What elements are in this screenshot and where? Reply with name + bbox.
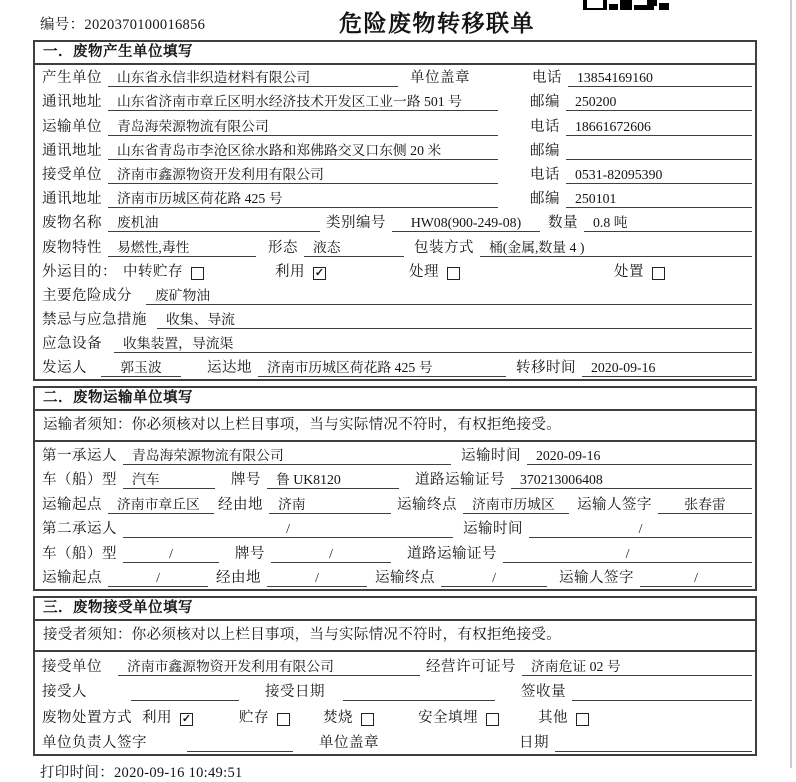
checkbox-field	[614, 260, 665, 281]
section-note: 接受者须知：你必须核对以上栏目事项，当与实际情况不符时，有权拒绝接受。	[35, 621, 755, 652]
field-label: 签收量	[521, 684, 566, 701]
field-label: 运输起点	[42, 496, 102, 513]
field-label: 接受单位	[42, 658, 102, 675]
field-label: 运输起点	[42, 570, 102, 587]
field-label: 通讯地址	[42, 94, 102, 111]
blank-field	[131, 684, 239, 701]
field-value: 济南	[269, 493, 391, 514]
field-label: 第一承运人	[42, 447, 117, 464]
field-label: 运输终点	[397, 496, 457, 513]
field-value: HW08(900-249-08)	[392, 215, 540, 232]
checkbox-empty-icon	[361, 713, 374, 726]
section-receiver-title: 三．废物接受单位填写	[35, 598, 755, 621]
checkbox-empty-icon	[652, 267, 665, 280]
field-value: 济南市章丘区	[108, 493, 214, 514]
form-row	[35, 210, 755, 234]
field-value: 张春雷	[658, 493, 752, 514]
section-receiver	[33, 596, 757, 756]
field-label: 日期	[519, 735, 549, 751]
blank-field	[555, 735, 752, 752]
checkbox-field	[239, 706, 290, 727]
field-label: 电话	[532, 70, 562, 87]
field-value: 收集装置，导流渠	[114, 332, 752, 353]
form-row	[35, 467, 755, 492]
checkbox-empty-icon	[447, 267, 460, 280]
qr-finder-fragment	[583, 0, 607, 10]
field-value: 山东省青岛市李沧区徐水路和郑佛路交叉口东侧 20 米	[108, 139, 498, 160]
field-value: 青岛海荣源物流有限公司	[108, 115, 498, 136]
blank-field	[572, 684, 752, 701]
field-label: 邮编	[530, 142, 560, 159]
form-row	[35, 703, 755, 728]
blank-field	[343, 684, 495, 701]
field-value: 山东省济南市章丘区明水经济技术开发区工业一路 501 号	[108, 90, 498, 111]
form-row	[35, 234, 755, 258]
form-row	[35, 307, 755, 331]
checkbox-empty-icon	[576, 713, 589, 726]
field-label: 运输时间	[463, 521, 523, 538]
qr-module	[647, 0, 657, 6]
field-label: 通讯地址	[42, 191, 102, 208]
checkbox-field	[538, 706, 589, 727]
field-label: 经由地	[216, 570, 261, 587]
field-value: 济南市历城区	[463, 493, 569, 514]
field-label: 牌号	[235, 545, 265, 562]
checkbox-empty-icon	[277, 713, 290, 726]
form-row	[35, 283, 755, 307]
form-row	[35, 652, 755, 677]
field-value: /	[441, 570, 547, 587]
serial-value: 2020370100016856	[84, 17, 206, 33]
blank-field	[566, 143, 752, 160]
field-label: 单位盖章	[319, 735, 379, 751]
field-label: 外运目的：	[42, 263, 117, 280]
field-value: /	[640, 570, 752, 587]
field-label: 转移时间	[516, 360, 576, 377]
section-transporter-body	[35, 411, 755, 589]
field-value: 济南市鑫源物资开发利用有限公司	[108, 163, 498, 184]
field-value: 废机油	[108, 211, 320, 232]
form-row	[35, 113, 755, 137]
field-label: 车（船）型	[42, 545, 117, 562]
field-label: 主要危险成分	[42, 287, 132, 304]
field-label: 包装方式	[414, 239, 474, 256]
checkbox-label: 中转贮存	[123, 263, 183, 280]
checkbox-label: 贮存	[239, 709, 269, 726]
field-value: 250200	[566, 94, 752, 111]
field-value: /	[271, 546, 391, 563]
field-label: 单位负责人签字	[42, 735, 147, 751]
checkbox-label: 安全填埋	[418, 709, 478, 726]
print-time-value: 2020-09-16 10:49:51	[114, 765, 243, 781]
form-row	[35, 491, 755, 516]
qr-code-icon	[583, 0, 669, 10]
field-value: 13854169160	[568, 70, 752, 87]
field-label: 邮编	[530, 191, 560, 208]
field-label: 接受日期	[265, 684, 325, 701]
form-row	[35, 678, 755, 703]
field-label: 车（船）型	[42, 472, 117, 489]
field-value: 济南市历城区荷花路 425 号	[258, 356, 506, 377]
field-label: 数量	[548, 215, 578, 232]
field-value: 液态	[304, 236, 404, 257]
field-label: 通讯地址	[42, 142, 102, 159]
checkbox-label: 其他	[538, 709, 568, 726]
field-value: 370213006408	[511, 472, 752, 489]
field-value: /	[108, 570, 208, 587]
field-value: 郭玉波	[101, 356, 181, 377]
field-label: 运输终点	[375, 570, 435, 587]
field-label: 废物名称	[42, 215, 102, 232]
field-label: 运达地	[207, 360, 252, 377]
section-producer-title: 一．废物产生单位填写	[35, 42, 755, 65]
field-label: 接受人	[42, 684, 87, 701]
field-value: 250101	[566, 191, 752, 208]
section-note: 运输者须知：你必须核对以上栏目事项，当与实际情况不符时，有权拒绝接受。	[35, 411, 755, 442]
field-label: 运输人签字	[559, 570, 634, 587]
field-value: 桶(金属,数量 4 )	[480, 236, 752, 257]
field-label: 邮编	[530, 94, 560, 111]
field-value: 济南市历城区荷花路 425 号	[108, 187, 498, 208]
form-row	[35, 442, 755, 467]
field-label: 运输单位	[42, 118, 102, 135]
form-row	[35, 162, 755, 186]
field-label: 经由地	[218, 496, 263, 513]
checkbox-label: 处理	[409, 263, 439, 280]
section-receiver-body	[35, 621, 755, 754]
form-row	[35, 259, 755, 283]
field-value: /	[123, 546, 219, 563]
section-producer	[33, 40, 757, 381]
field-label: 废物特性	[42, 239, 102, 256]
field-value: 易燃性,毒性	[108, 236, 256, 257]
checkbox-label: 利用	[142, 709, 172, 726]
checkbox-label: 焚烧	[323, 709, 353, 726]
section-transporter-title: 二．废物运输单位填写	[35, 388, 755, 411]
form-row	[35, 138, 755, 162]
form-row	[35, 540, 755, 565]
form-row	[35, 516, 755, 541]
page-edge-line	[790, 0, 792, 768]
field-value: /	[267, 570, 367, 587]
field-value: 2020-09-16	[527, 448, 752, 465]
field-label: 发运人	[42, 360, 87, 377]
field-label: 运输人签字	[577, 496, 652, 513]
form-row	[35, 89, 755, 113]
field-value: 18661672606	[566, 119, 752, 136]
checkbox-checked-icon: ✓	[181, 712, 192, 725]
form-row	[35, 355, 755, 379]
field-value: 汽车	[123, 468, 215, 489]
section-producer-body	[35, 65, 755, 379]
field-label: 运输时间	[461, 447, 521, 464]
form-row	[35, 186, 755, 210]
field-label: 经营许可证号	[426, 658, 516, 675]
section-transporter	[33, 386, 757, 591]
checkbox-label: 处置	[614, 263, 644, 280]
qr-module	[659, 3, 669, 10]
qr-module	[620, 0, 632, 10]
form-row	[35, 331, 755, 355]
field-value: 济南市鑫源物资开发利用有限公司	[118, 655, 420, 676]
checkbox-field	[323, 706, 374, 727]
field-value: 2020-09-16	[582, 360, 752, 377]
field-label: 禁忌与应急措施	[42, 312, 147, 329]
field-value: 鲁 UK8120	[267, 468, 399, 489]
field-label: 单位盖章	[410, 70, 470, 87]
field-label: 牌号	[231, 472, 261, 489]
field-label: 第二承运人	[42, 521, 117, 538]
form-row	[35, 565, 755, 590]
field-label: 接受单位	[42, 166, 102, 183]
field-label: 产生单位	[42, 70, 102, 87]
checkbox-label: 利用	[275, 263, 305, 280]
field-label: 电话	[530, 166, 560, 183]
checkbox-empty-icon	[486, 713, 499, 726]
qr-module	[609, 4, 618, 10]
checkbox-checked-icon: ✓	[314, 266, 325, 279]
field-label: 类别编号	[326, 215, 386, 232]
checkbox-field	[409, 260, 460, 281]
field-value: 0531-82095390	[566, 167, 752, 184]
document-header	[0, 0, 796, 40]
blank-field	[187, 735, 293, 752]
field-value: 废矿物油	[146, 284, 752, 305]
checkbox-field	[418, 706, 499, 727]
page-title: 危险废物转移联单	[339, 11, 535, 36]
form-row	[35, 65, 755, 89]
serial-label: 编号：	[40, 17, 85, 33]
field-value: 青岛海荣源物流有限公司	[123, 444, 451, 465]
field-value: 0.8 吨	[584, 211, 752, 232]
field-value: 山东省永信非织造材料有限公司	[108, 66, 398, 87]
field-label: 形态	[268, 239, 298, 256]
field-label: 道路运输证号	[407, 545, 497, 562]
field-value: /	[503, 546, 752, 563]
field-value: /	[529, 521, 752, 538]
checkbox-field	[275, 260, 326, 281]
field-label: 应急设备	[42, 336, 102, 353]
field-label: 废物处置方式	[42, 709, 132, 726]
field-label: 道路运输证号	[415, 472, 505, 489]
print-time-label: 打印时间：	[40, 765, 114, 781]
checkbox-empty-icon	[191, 267, 204, 280]
field-value: /	[123, 521, 453, 538]
checkbox-field	[123, 260, 204, 281]
checkbox-field	[142, 706, 193, 727]
field-label: 电话	[530, 118, 560, 135]
field-value: 收集、导流	[157, 308, 752, 329]
field-value: 济南危证 02 号	[522, 655, 752, 676]
print-time	[40, 761, 796, 782]
form-row	[35, 729, 755, 754]
